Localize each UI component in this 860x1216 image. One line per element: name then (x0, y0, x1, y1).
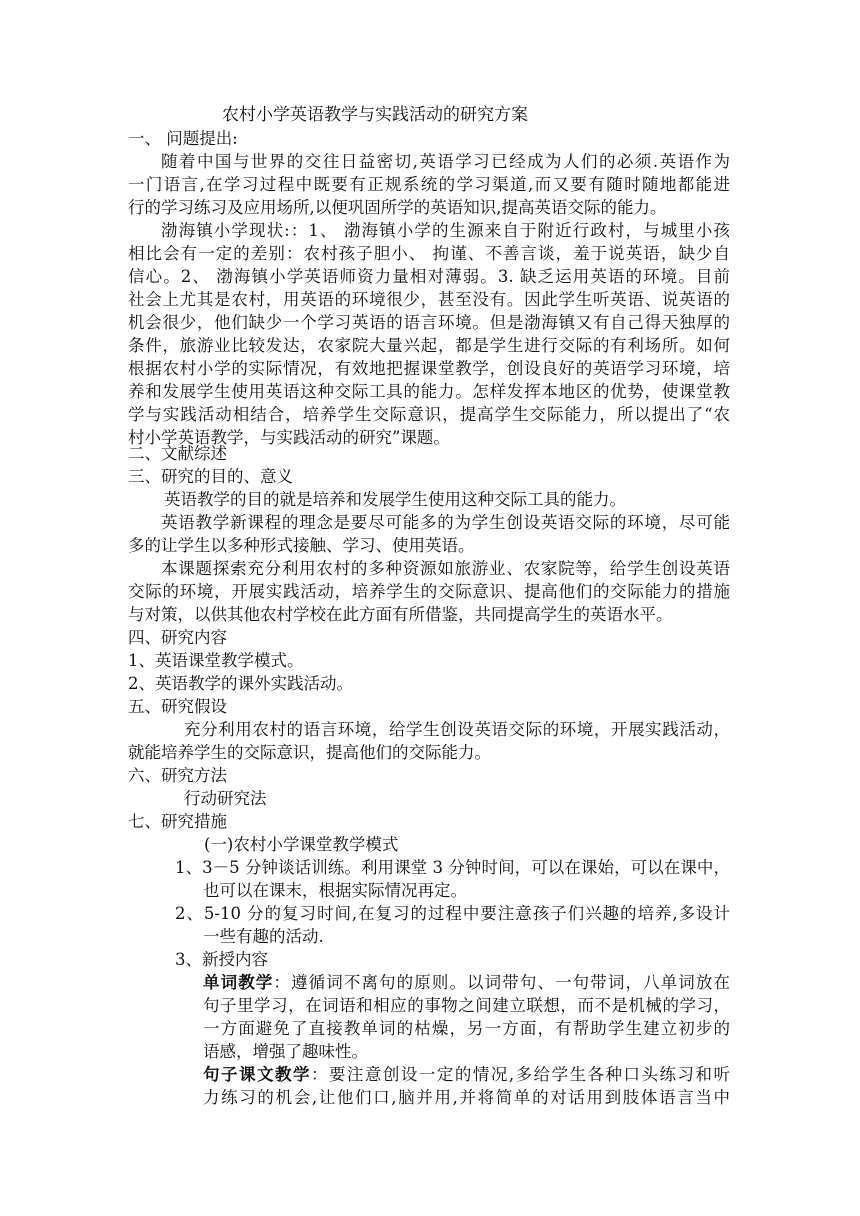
paragraph-7: 行动研究法 (184, 789, 267, 808)
paragraph-1-line-3: 行的学习练习及应用场所,以便巩固所学的英语知识,提高英语交际的能力。 (128, 198, 667, 217)
paragraph-2-line-7: 根据农村小学的实际情况，有效地把握课堂教学，创设良好的英语学习环境，培 (128, 359, 730, 378)
paragraph-2-line-1: 渤海镇小学现状:：1、 渤海镇小学的生源来自于附近行政村，与城里小孩 (161, 221, 730, 240)
paragraph-4-line-2: 多的让学生以多种形式接触、学习、使用英语。 (128, 536, 475, 555)
paragraph-2-line-2: 相比会有一定的差别：农村孩子胆小、 拘谨、不善言谈，羞于说英语，缺少自 (128, 244, 730, 263)
measure-item-1-line-1: 1、3－5 分钟谈话训练。利用课堂 3 分钟时间，可以在课始，可以在课中， (175, 858, 730, 877)
paragraph-2-line-3: 信心。2、 渤海镇小学英语师资力量相对薄弱。3. 缺乏运用英语的环境。目前 (128, 267, 730, 286)
section-4-item-1: 1、英语课堂教学模式。 (128, 651, 304, 670)
sentence-teaching-text: ：要注意创设一定的情况,多给学生各种口头练习和听 (310, 1065, 730, 1084)
section-3-heading: 三、研究的目的、意义 (128, 467, 293, 486)
word-teaching-line-3: 一方面避免了直接教单词的枯燥，另一方面，有帮助学生建立初步的 (203, 1019, 730, 1038)
word-teaching-label: 单词教学 (203, 973, 274, 992)
measure-item-1-line-2: 也可以在课末，根据实际情况再定。 (203, 881, 467, 900)
sentence-teaching-label: 句子课文教学 (203, 1065, 311, 1084)
measure-item-3: 3、新授内容 (175, 950, 268, 969)
measure-item-2-line-2: 一些有趣的活动. (203, 927, 324, 946)
paragraph-2-line-8: 养和发展学生使用英语这种交际工具的能力。怎样发挥本地区的优势，使课堂教 (128, 382, 730, 401)
section-5-heading: 五、研究假设 (128, 697, 227, 716)
sentence-teaching-line-2: 力练习的机会,让他们口,脑并用,并将简单的对话用到肢体语言当中 (203, 1088, 730, 1107)
section-4-heading: 四、研究内容 (128, 628, 227, 647)
paragraph-1-line-2: 一门语言,在学习过程中既要有正规系统的学习渠道,而又要有随时随地都能进 (128, 175, 730, 194)
paragraph-3: 英语教学的目的就是培养和发展学生使用这种交际工具的能力。 (164, 490, 626, 509)
paragraph-2-line-9: 学与实践活动相结合，培养学生交际意识，提高学生交际能力，所以提出了“农 (128, 405, 730, 424)
section-1-heading: 一、 问题提出: (128, 129, 238, 148)
paragraph-2-line-4: 社会上尤其是农村，用英语的环境很少，甚至没有。因此学生听英语、说英语的 (128, 290, 730, 309)
paragraph-6-line-1: 充分利用农村的语言环境，给学生创设英语交际的环境，开展实践活动， (184, 720, 730, 739)
measure-item-2-line-1: 2、5-10 分的复习时间,在复习的过程中要注意孩子们兴趣的培养,多设计 (175, 904, 730, 923)
paragraph-2-line-6: 条件，旅游业比较发达，农家院大量兴起，都是学生进行交际的有利场所。如何 (128, 336, 730, 355)
section-7-subheading: (一)农村小学课堂教学模式 (204, 835, 399, 854)
sentence-teaching-line-1 (203, 1063, 730, 1086)
section-4-item-2: 2、英语教学的课外实践活动。 (128, 674, 353, 693)
paragraph-4-line-1: 英语教学新课程的理念是要尽可能多的为学生创设英语交际的环境，尽可能 (161, 513, 730, 532)
paragraph-2-line-10: 村小学英语教学，与实践活动的研究”课题。 (128, 428, 450, 447)
paragraph-5-line-3: 与对策，以供其他农村学校在此方面有所借鉴，共同提高学生的英语水平。 (128, 605, 673, 624)
paragraph-1-line-1: 随着中国与世界的交往日益密切,英语学习已经成为人们的必须.英语作为 (161, 152, 730, 171)
word-teaching-text: ：遵循词不离句的原则。以词带句、一句带词，八单词放在 (273, 973, 731, 992)
word-teaching-line-2: 句子里学习，在词语和相应的事物之间建立联想，而不是机械的学习， (203, 996, 730, 1015)
word-teaching-line-4: 语感，增强了趣味性。 (203, 1042, 368, 1061)
section-6-heading: 六、研究方法 (128, 766, 227, 785)
paragraph-5-line-1: 本课题探索充分利用农村的多种资源如旅游业、农家院等，给学生创设英语 (161, 559, 730, 578)
document-title: 农村小学英语教学与实践活动的研究方案 (222, 105, 528, 125)
paragraph-2-line-5: 机会很少，他们缺少一个学习英语的语言环境。但是渤海镇又有自己得天独厚的 (128, 313, 730, 332)
section-2-heading: 二、文献综述 (128, 444, 227, 463)
paragraph-5-line-2: 交际的环境，开展实践活动，培养学生的交际意识、提高他们的交际能力的措施 (128, 582, 730, 601)
word-teaching-line-1 (203, 971, 730, 994)
section-7-heading: 七、研究措施 (128, 812, 227, 831)
paragraph-6-line-2: 就能培养学生的交际意识，提高他们的交际能力。 (128, 743, 491, 762)
